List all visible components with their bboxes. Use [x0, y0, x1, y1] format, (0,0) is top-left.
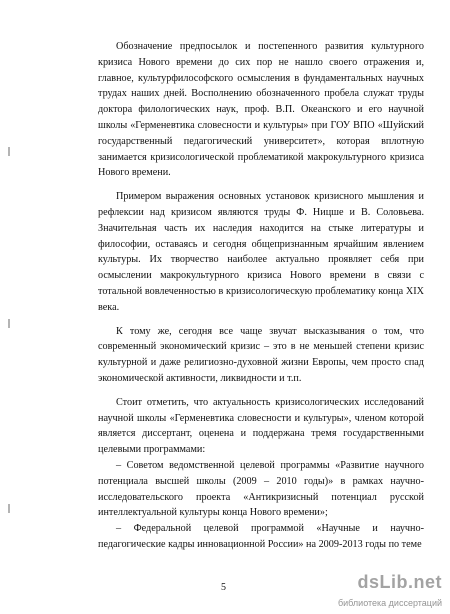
document-body — [98, 39, 424, 553]
paragraph-3: К тому же, сегодня все чаще звучат высказывания о том, что современный экономический кризис – это в не меньшей степени кризис культурной и даже религиозно-духовной жизни Европы, чем просто спад экономической активности, ликвидности и т.п. — [98, 325, 424, 384]
watermark-subtitle: библиотека диссертаций — [337, 598, 442, 608]
margin-mark — [8, 319, 10, 328]
watermark-link[interactable] — [324, 572, 442, 608]
page-number: 5 — [221, 582, 226, 593]
list-item-1: – Советом ведомственной целевой программы «Развитие научного потенциала высшей школы (2009 – 2010 годы)» в рамках научно-исследовательского проекта «Антикризисный потенциал русской интеллектуальной культуры конца Нового времени»; — [98, 459, 424, 519]
watermark-logo: dsLib.net — [357, 572, 442, 592]
margin-mark — [8, 147, 10, 156]
paragraph-2: Примером выражения основных установок кризисного мышления и рефлексии над кризисом являются труды Ф. Ницше и В. Соловьева. Значительная часть их наследия находится на стыке литературы и философии, оставаясь и сегодня общепризнанным ярчайшим явлением культуры. Их творчество наиболее актуально проявляет себя при осмыслении макрокультурного кризиса Нового времени в связи с тотальной вовлеченностью в кризисологическую проблематику конца XIX века. — [98, 191, 424, 313]
list-item-2: – Федеральной целевой программой «Научные и научно-педагогические кадры инновационной России» на 2009-2013 годы по теме — [98, 523, 424, 550]
paragraph-1: Обозначение предпосылок и постепенного развития культурного кризиса Нового времени до сих пор не нашло своего отражения и, главное, культурфилософского осмысления в фундаментальных научных трудах наших дней. Восполнению обозначенного пробела служат труды доктора филологических наук, проф. В.П. Океанского и его научной школы «Герменевтика словесности и культуры» при ГОУ ВПО «Шуйский государственный педагогический университет», которая вплотную занимается кризисологической проблематикой макрокультурного кризиса Нового времени. — [98, 41, 424, 179]
margin-mark — [8, 504, 10, 513]
paragraph-4: Стоит отметить, что актуальность кризисологических исследований научной школы «Герменевтика словесности и культуры», членом которой является диссертант, оценена и поддержана тремя государственными целевыми программами: — [98, 396, 424, 456]
